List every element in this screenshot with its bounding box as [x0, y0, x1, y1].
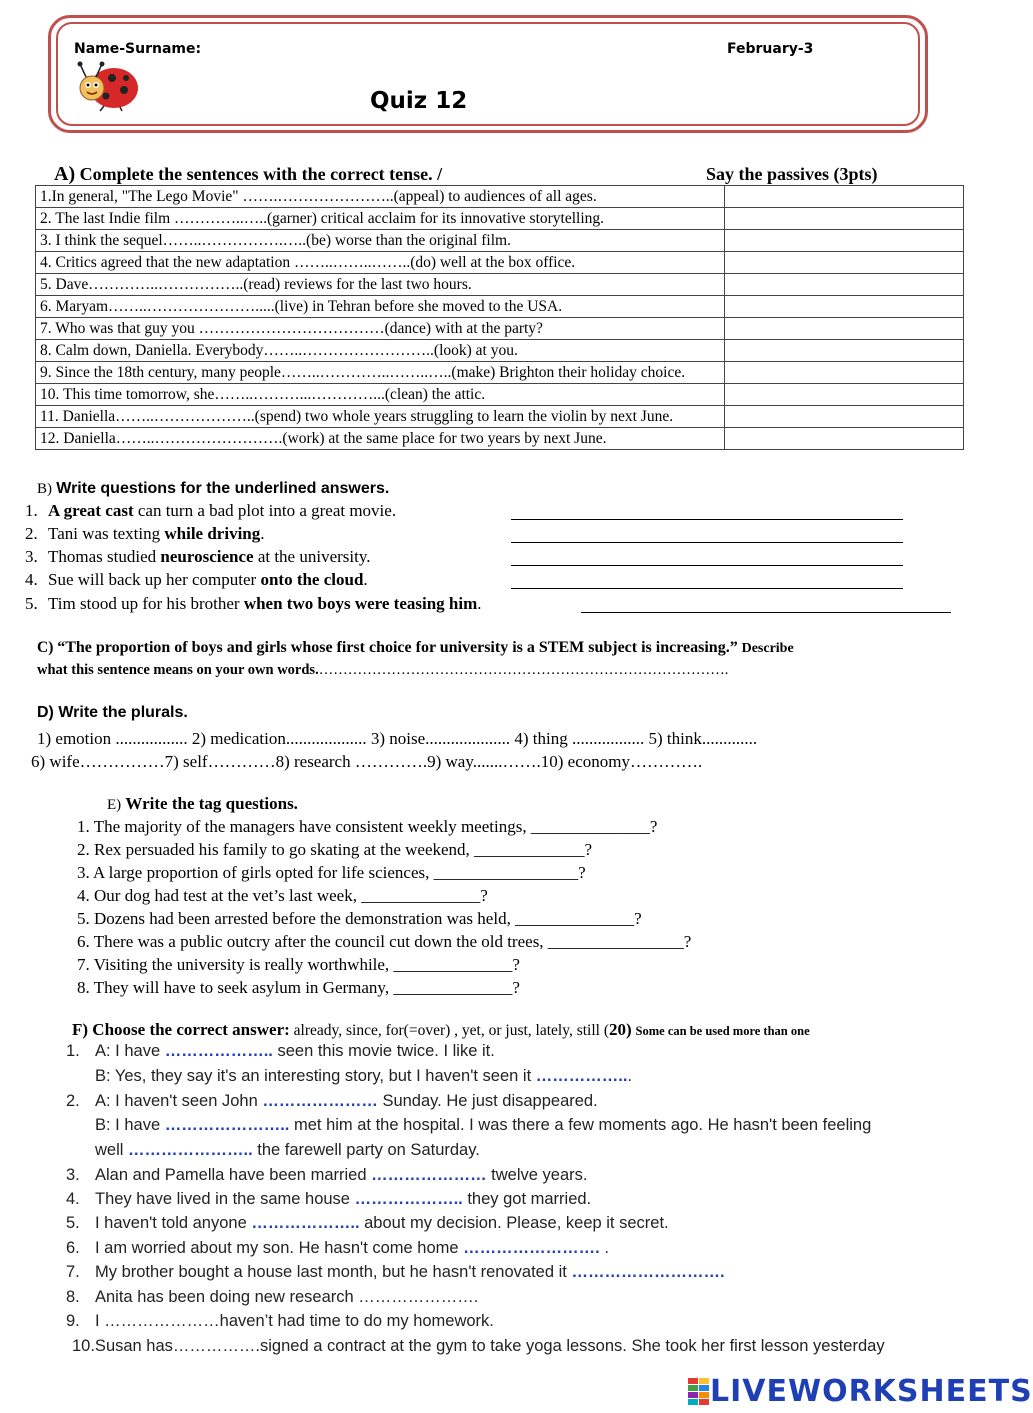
choose-answer-item: [66, 1116, 871, 1135]
answer-line[interactable]: [581, 611, 951, 613]
underlined-answer: neuroscience: [160, 547, 254, 566]
item-text-rest: met him at the hospital. I was there a few moments ago. He hasn't been feeling: [289, 1116, 872, 1134]
table-row: [36, 252, 964, 274]
answer-line[interactable]: [511, 587, 903, 589]
item-number: 7.: [66, 1263, 80, 1281]
liveworksheets-logo: [688, 1374, 1033, 1409]
item-text: well: [95, 1141, 129, 1159]
item-text: Alan and Pamella have been married: [95, 1166, 372, 1184]
item-text: B: I have: [95, 1116, 165, 1134]
section-c-answer-line[interactable]: ………………………………………………………………………….: [318, 662, 729, 678]
choose-answer-item: [66, 1263, 725, 1282]
item-text: B: Yes, they say it's an interesting story, but I haven't seen it: [95, 1067, 536, 1085]
item-text-rest: about my decision. Please, keep it secret.: [359, 1214, 669, 1232]
section-c-describe: Describe: [741, 641, 794, 656]
sentence-cell[interactable]: 6. Maryam……..………………….....(live) in Tehran before she moved to the USA.: [36, 296, 725, 318]
tag-question-item[interactable]: 2. Rex persuaded his family to go skating at the weekend, _____________?: [77, 840, 593, 859]
item-text-rest: .: [599, 1239, 609, 1257]
item-number: 8.: [66, 1288, 80, 1306]
section-c-instruction: what this sentence means on your own words.: [37, 662, 319, 678]
section-e-instruction: Write the tag questions.: [125, 794, 298, 813]
name-surname-label: Name-Surname:: [74, 41, 202, 57]
item-number: 5.: [66, 1214, 80, 1232]
passive-answer-cell[interactable]: [725, 340, 964, 362]
choose-answer-item: [66, 1092, 598, 1111]
item-text-rest: can turn a bad plot into a great movie.: [133, 501, 397, 520]
sentence-cell[interactable]: 1.In general, "The Lego Movie" …….…………………..(appeal) to audiences of all ages.: [36, 186, 725, 208]
item-number: 6.: [66, 1239, 80, 1257]
choose-answer-item: [66, 1337, 885, 1356]
section-a-letter: A): [54, 163, 76, 185]
answer-blank[interactable]: ……………………….: [571, 1263, 725, 1281]
section-b-title: [37, 478, 389, 498]
section-e-title: [107, 794, 298, 814]
answer-blank[interactable]: …………………..: [128, 1141, 253, 1159]
choose-answer-item: [66, 1042, 495, 1061]
item-text-rest: .: [477, 594, 482, 613]
section-c-line1: [37, 639, 794, 657]
tag-question-item[interactable]: 4. Our dog had test at the vet’s last week, ______________?: [77, 886, 488, 905]
sentence-cell[interactable]: 5. Dave…………..……………..(read) reviews for the last two hours.: [36, 274, 725, 296]
item-number: 1.: [25, 501, 38, 520]
passive-answer-cell[interactable]: [725, 208, 964, 230]
answer-blank[interactable]: …………………: [262, 1092, 378, 1110]
passive-answer-cell[interactable]: [725, 406, 964, 428]
sentence-cell[interactable]: 7. Who was that guy you ………………………………(dance) with at the party?: [36, 318, 725, 340]
table-row: [36, 428, 964, 450]
tag-question-item[interactable]: 8. They will have to seek asylum in Germany, ______________?: [77, 978, 520, 997]
tag-question-item[interactable]: 5. Dozens had been arrested before the demonstration was held, ______________?: [77, 909, 642, 928]
underlined-answer: when two boys were teasing him: [243, 594, 478, 613]
item-text-rest: .: [260, 524, 265, 543]
sentence-cell[interactable]: 10. This time tomorrow, she……..………...…………...(clean) the attic.: [36, 384, 725, 406]
item-text-rest: they got married.: [462, 1190, 592, 1208]
sentence-cell[interactable]: 4. Critics agreed that the new adaptation ……..……..……..(do) well at the box office.: [36, 252, 725, 274]
section-f-options: already, since, for(=over) , yet, or just, lately, still (: [293, 1022, 609, 1039]
tense-table: [35, 185, 964, 450]
item-number: 2.: [25, 524, 38, 543]
item-text: 10.Susan has…………….signed a contract at the gym to take yoga lessons. She took her first lesson yesterday: [72, 1337, 885, 1355]
item-text: Anita has been doing new research ………………….: [95, 1288, 479, 1306]
item-text: I haven't told anyone: [95, 1214, 252, 1232]
choose-answer-item: [66, 1214, 669, 1233]
sentence-cell[interactable]: 11. Daniella……..………………..(spend) two whole years struggling to learn the violin by next June.: [36, 406, 725, 428]
passive-answer-cell[interactable]: [725, 384, 964, 406]
section-c-letter: C): [37, 639, 54, 656]
section-c-line2: [37, 662, 728, 679]
section-f-note: Some can be used more than one: [635, 1024, 810, 1038]
sentence-cell[interactable]: 9. Since the 18th century, many people……..…………..……..…..(make) Brighton their holiday choice.: [36, 362, 725, 384]
section-a-right-title: Say the passives (3pts): [706, 164, 878, 184]
header-inner-frame: [56, 22, 920, 126]
question-item: [25, 570, 368, 590]
underlined-answer: A great cast: [48, 501, 134, 520]
passive-answer-cell[interactable]: [725, 296, 964, 318]
table-row: [36, 208, 964, 230]
tag-question-item[interactable]: 3. A large proportion of girls opted for life sciences, _________________?: [77, 863, 586, 882]
passive-answer-cell[interactable]: [725, 274, 964, 296]
choose-answer-item: [66, 1190, 591, 1209]
section-c-quote: “The proportion of boys and girls whose first choice for university is a STEM subject is increasing.”: [57, 639, 738, 656]
underlined-answer: while driving: [164, 524, 261, 543]
item-text: A: I have: [95, 1042, 165, 1060]
table-row: [36, 230, 964, 252]
item-number: 3.: [66, 1166, 80, 1184]
item-text-rest: .: [627, 1067, 633, 1085]
section-f-title: F) Choose the correct answer:: [72, 1020, 290, 1039]
choose-answer-item: [66, 1166, 587, 1185]
plurals-line-2[interactable]: 6) wife……………7) self…………8) research ………….9) way.......…….10) economy………….: [31, 752, 703, 771]
item-number: 4.: [66, 1190, 80, 1208]
answer-line[interactable]: [511, 541, 903, 543]
answer-blank[interactable]: ………………..: [354, 1190, 463, 1208]
passive-answer-cell[interactable]: [725, 186, 964, 208]
passive-answer-cell[interactable]: [725, 252, 964, 274]
item-number: 5.: [25, 594, 38, 613]
item-number: 3.: [25, 547, 38, 566]
passive-answer-cell[interactable]: [725, 318, 964, 340]
item-text: My brother bought a house last month, but he hasn't renovated it: [95, 1263, 572, 1281]
choose-answer-item: [66, 1239, 609, 1258]
section-a-title: [54, 163, 442, 186]
section-f-title-line: [72, 1020, 810, 1040]
choose-answer-item: [66, 1312, 494, 1331]
answer-blank[interactable]: …………………….: [463, 1239, 600, 1257]
logo-text: LIVEWORKSHEETS: [710, 1374, 1033, 1409]
section-e-letter: E): [107, 797, 122, 813]
item-text-rest: twelve years.: [486, 1166, 588, 1184]
answer-line[interactable]: [511, 564, 903, 566]
table-row: [36, 274, 964, 296]
section-d-title: D) Write the plurals.: [37, 704, 188, 721]
table-row: [36, 406, 964, 428]
answer-blank[interactable]: ……………..: [535, 1067, 628, 1085]
item-text: I …………………haven’t had time to do my homework.: [95, 1312, 494, 1330]
sentence-cell[interactable]: 3. I think the sequel……..…………….…..(be) worse than the original film.: [36, 230, 725, 252]
answer-blank[interactable]: …………………..: [164, 1116, 290, 1134]
question-item: [25, 501, 396, 521]
item-text: A: I haven't seen John: [95, 1092, 263, 1110]
item-number: 4.: [25, 570, 38, 589]
table-row: [36, 296, 964, 318]
item-text-rest: seen this movie twice. I like it.: [272, 1042, 495, 1060]
sentence-cell[interactable]: 12. Daniella……..…………………….(work) at the same place for two years by next June.: [36, 428, 725, 450]
passive-answer-cell[interactable]: [725, 362, 964, 384]
table-row: [36, 384, 964, 406]
item-text: I am worried about my son. He hasn't come home: [95, 1239, 464, 1257]
section-b-instruction: Write questions for the underlined answers.: [56, 480, 390, 497]
item-number: 1.: [66, 1042, 80, 1060]
section-b-letter: B): [37, 481, 52, 497]
answer-line[interactable]: [511, 518, 903, 520]
item-text-rest: Sunday. He just disappeared.: [377, 1092, 598, 1110]
item-number: 9.: [66, 1312, 80, 1330]
item-text-pre: Tim stood up for his brother: [48, 594, 244, 613]
table-row: [36, 340, 964, 362]
item-number: 2.: [66, 1092, 80, 1110]
page-title: Quiz 12: [370, 88, 468, 114]
choose-answer-item: [66, 1288, 478, 1307]
table-row: [36, 318, 964, 340]
section-a-instruction: Complete the sentences with the correct tense. /: [79, 164, 443, 184]
choose-answer-item: [66, 1067, 632, 1086]
question-item: [25, 547, 371, 567]
underlined-answer: onto the cloud: [260, 570, 364, 589]
ladybug-icon: [74, 58, 142, 112]
table-row: [36, 186, 964, 208]
plurals-line-1[interactable]: 1) emotion ................. 2) medication................... 3) noise.................... 4) thing ................. 5) think.............: [37, 729, 758, 748]
section-f-points: 20): [609, 1020, 632, 1039]
item-text-rest: .: [363, 570, 368, 589]
item-text-pre: Tani was texting: [48, 524, 165, 543]
answer-blank[interactable]: ………………..: [164, 1042, 273, 1060]
tag-question-item[interactable]: 1. The majority of the managers have consistent weekly meetings, ______________?: [77, 817, 658, 836]
item-text-rest: at the university.: [253, 547, 371, 566]
item-text: They have lived in the same house: [95, 1190, 355, 1208]
answer-blank[interactable]: ………………..: [251, 1214, 360, 1232]
sentence-cell[interactable]: 8. Calm down, Daniella. Everybody……..……………………..(look) at you.: [36, 340, 725, 362]
item-text-pre: Thomas studied: [48, 547, 161, 566]
table-row: [36, 362, 964, 384]
question-item: [25, 524, 265, 544]
logo-blocks-icon: [688, 1378, 710, 1406]
sentence-cell[interactable]: 2. The last Indie film …………..…..(garner) critical acclaim for its innovative storytelling.: [36, 208, 725, 230]
choose-answer-item: [66, 1141, 480, 1160]
item-text-rest: the farewell party on Saturday.: [252, 1141, 480, 1159]
passive-answer-cell[interactable]: [725, 428, 964, 450]
tag-question-item[interactable]: 7. Visiting the university is really worthwhile, ______________?: [77, 955, 520, 974]
passive-answer-cell[interactable]: [725, 230, 964, 252]
answer-blank[interactable]: …………………: [371, 1166, 487, 1184]
date-label: February-3: [727, 41, 814, 57]
question-item: [25, 594, 482, 614]
item-text-pre: Sue will back up her computer: [48, 570, 261, 589]
tag-question-item[interactable]: 6. There was a public outcry after the council cut down the old trees, ________________?: [77, 932, 692, 951]
